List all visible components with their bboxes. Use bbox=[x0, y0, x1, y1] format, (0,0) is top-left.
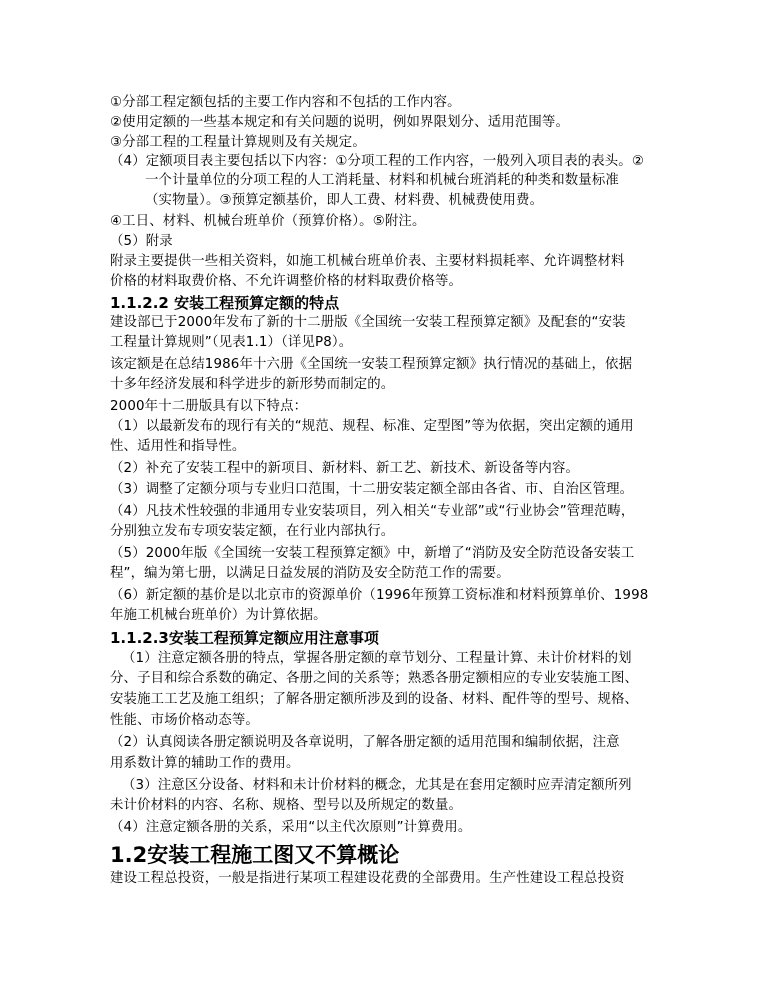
text-line: （1）以最新发布的现行有关的“规范、规程、标准、定型图”等为依据，突出定额的通用 bbox=[110, 419, 634, 434]
text-line: 价格的材料取费价格、不允许调整价格的材料取费价格等。 bbox=[110, 274, 463, 289]
text-line: （3）注意区分设备、材料和未计价材料的概念，尤其是在套用定额时应弄清定额所列 bbox=[122, 778, 632, 793]
text-line: （实物量）。③预算定额基价，即人工费、材料费、机械费使用费。 bbox=[145, 193, 544, 208]
text-line: （1）注意定额各册的特点，掌握各册定额的章节划分、工程量计算、未计价材料的划 bbox=[122, 651, 632, 666]
text-line: 2000年十二册版具有以下特点： bbox=[110, 399, 308, 414]
text-line: 一个计量单位的分项工程的人工消耗量、材料和机械台班消耗的种类和数量标准 bbox=[145, 173, 619, 188]
text-line: （4）注意定额各册的关系，采用“以主代次原则”计算费用。 bbox=[110, 820, 472, 835]
text-line: 分别独立发布专项安装定额，在行业内部执行。 bbox=[110, 524, 395, 539]
text-line: （3）调整了定额分项与专业归口范围，十二册安装定额全部由各省、市、自治区管理。 bbox=[110, 482, 634, 497]
text-line: 建设部已于2000年发布了新的十二册版《全国统一安装工程预算定额》及配套的“安装 bbox=[110, 315, 626, 330]
text-line: ①分部工程定额包括的主要工作内容和不包括的工作内容。 bbox=[110, 95, 461, 110]
text-line: ③分部工程的工程量计算规则及有关规定。 bbox=[110, 135, 366, 150]
text-line: 十多年经济发展和科学进步的新形势而制定的。 bbox=[110, 377, 395, 392]
section-heading: 1.1.2.3安装工程预算定额应用注意事项 bbox=[110, 629, 379, 647]
text-line: 该定额是在总结1986年十六册《全国统一安装工程预算定额》执行情况的基础上，依据 bbox=[110, 357, 633, 372]
text-line: （5）附录 bbox=[110, 234, 173, 249]
text-line: （4）定额项目表主要包括以下内容：①分项工程的工作内容，一般列入项目表的表头。② bbox=[110, 154, 644, 169]
text-line: （4）凡技术性较强的非通用专业安装项目，列入相关“专业部”或“行业协会”管理范畴， bbox=[110, 504, 635, 519]
text-line: 性能、市场价格动态等。 bbox=[110, 713, 259, 728]
text-line: 未计价材料的内容、名称、规格、型号以及所规定的数量。 bbox=[110, 798, 463, 813]
text-line: 分、子目和综合系数的确定、各册之间的关系等；熟悉各册定额相应的专业安装施工图、 bbox=[110, 671, 639, 686]
text-line: 建设工程总投资，一般是指进行某项工程建设花费的全部费用。生产性建设工程总投资 bbox=[110, 871, 625, 886]
section-heading: 1.1.2.2 安装工程预算定额的特点 bbox=[110, 294, 340, 312]
text-line: （6）新定额的基价是以北京市的资源单价（1996年预算工资标准和材料预算单价、1998 bbox=[110, 588, 649, 603]
chapter-heading: 1.2安装工程施工图又不算概论 bbox=[110, 843, 400, 867]
text-line: 附录主要提供一些相关资料，如施工机械台班单价表、主要材料损耗率、允许调整材料 bbox=[110, 254, 625, 269]
text-line: 工程量计算规则”（见表1.1）（详见P8）。 bbox=[110, 335, 353, 350]
text-line: 年施工机械台班单价）为计算依据。 bbox=[110, 608, 327, 623]
text-line: 安装施工工艺及施工组织；了解各册定额所涉及到的设备、材料、配件等的型号、规格、 bbox=[110, 692, 639, 707]
text-line: （5）2000年版《全国统一安装工程预算定额》中，新增了“消防及安全防范设备安装工 bbox=[110, 546, 635, 561]
text-line: 程”，编为第七册，以满足日益发展的消防及安全防范工作的需要。 bbox=[110, 566, 510, 581]
text-line: （2）补充了安装工程中的新项目、新材料、新工艺、新技术、新设备等内容。 bbox=[110, 461, 580, 476]
text-line: ④工日、材料、机械台班单价（预算价格）。⑤附注。 bbox=[110, 214, 426, 229]
text-line: ②使用定额的一些基本规定和有关问题的说明，例如界限划分、适用范围等。 bbox=[110, 115, 569, 130]
text-line: 用系数计算的辅助工作的费用。 bbox=[110, 756, 300, 771]
text-line: （2）认真阅读各册定额说明及各章说明，了解各册定额的适用范围和编制依据，注意 bbox=[110, 735, 620, 750]
text-line: 性、适用性和指导性。 bbox=[110, 439, 246, 454]
